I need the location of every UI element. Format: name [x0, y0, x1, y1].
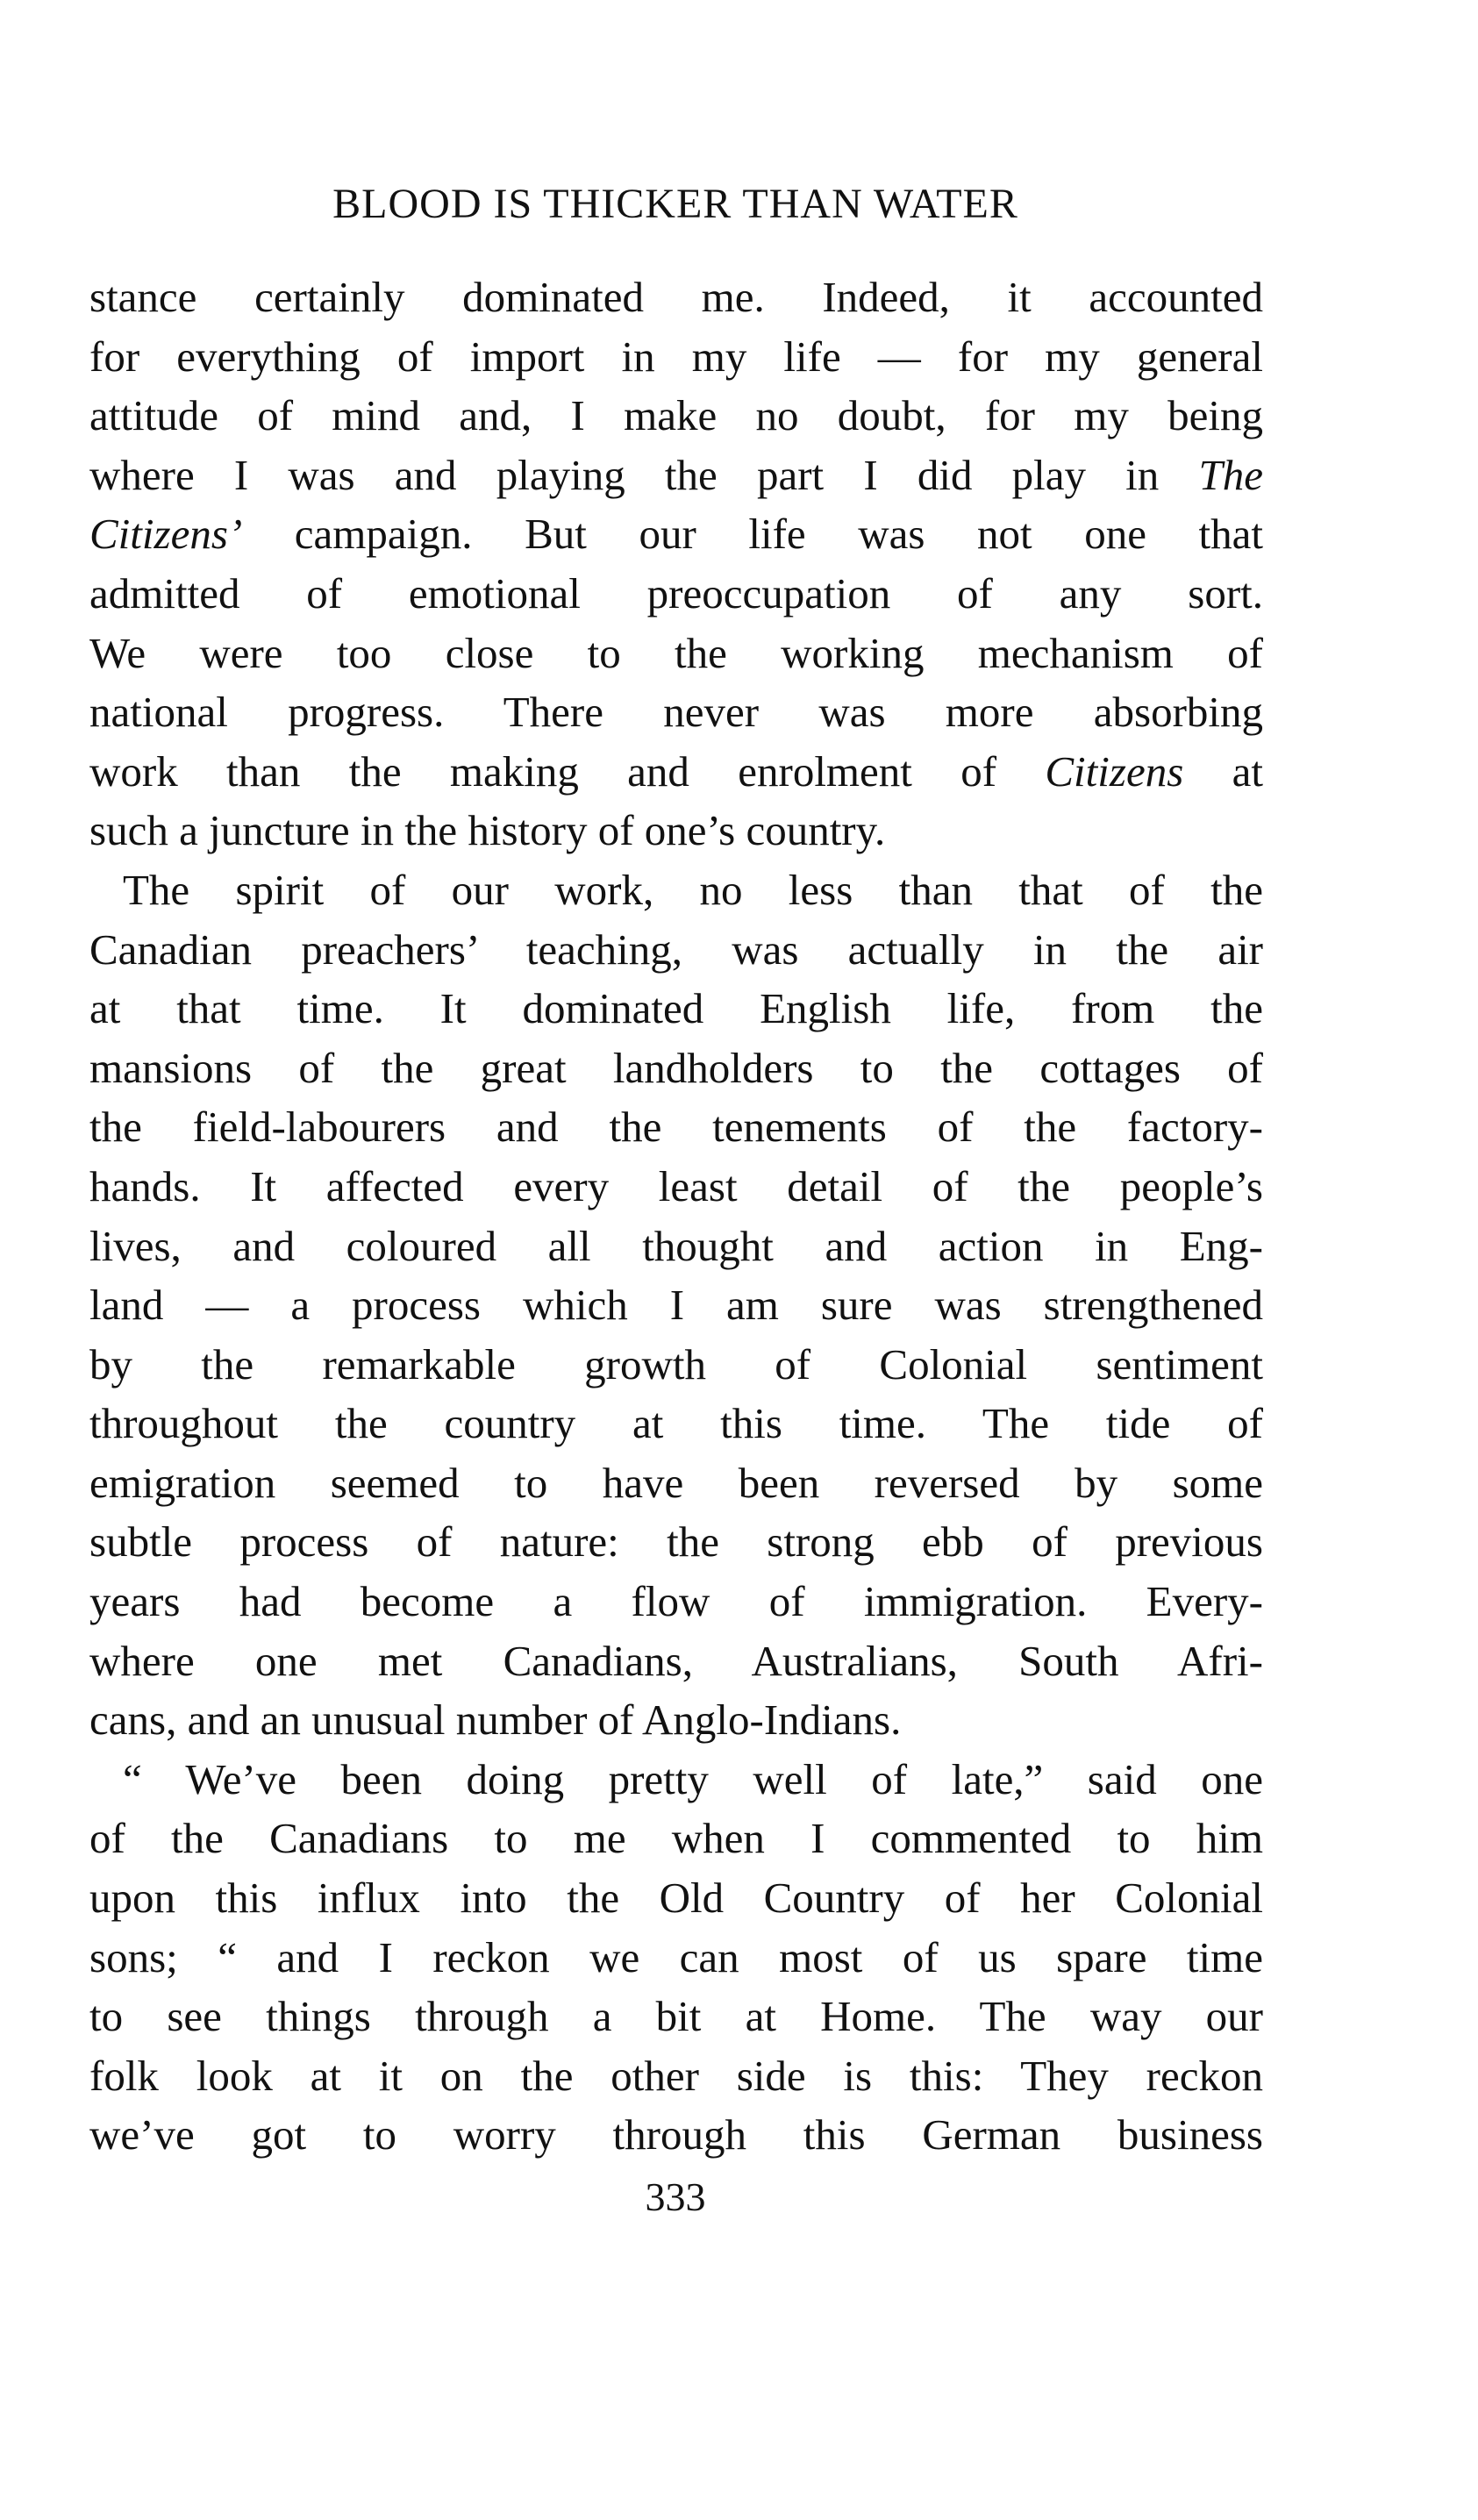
text-line: for everything of import in my life — for my general: [89, 332, 1263, 381]
text-line: Citizens’ campaign. But our life was not one that: [89, 510, 1263, 559]
text-line: The spirit of our work, no less than that of the: [123, 865, 1263, 914]
text-line: such a juncture in the history of one’s country.: [89, 806, 886, 855]
text-line: at that time. It dominated English life, from the: [89, 984, 1263, 1033]
text-line: the field-labourers and the tenements of the factory-: [89, 1103, 1263, 1152]
text-line: folk look at it on the other side is this: They reckon: [89, 2051, 1263, 2100]
text-line: where one met Canadians, Australians, South Afri-: [89, 1636, 1263, 1685]
text-line: of the Canadians to me when I commented to him: [89, 1814, 1263, 1863]
text-line: lives, and coloured all thought and action in Eng-: [89, 1221, 1263, 1270]
text-line: by the remarkable growth of Colonial sentiment: [89, 1339, 1263, 1388]
text-line: national progress. There never was more absorbing: [89, 688, 1263, 737]
text-line: where I was and playing the part I did play in The: [89, 450, 1263, 499]
text-line: hands. It affected every least detail of the people’s: [89, 1161, 1263, 1210]
text-line: attitude of mind and, I make no doubt, for my being: [89, 391, 1263, 440]
text-line: throughout the country at this time. The tide of: [89, 1399, 1263, 1448]
text-line: years had become a flow of immigration. Every-: [89, 1577, 1263, 1626]
text-line: we’ve got to worry through this German business: [89, 2110, 1263, 2159]
text-line: land — a process which I am sure was strengthened: [89, 1281, 1263, 1330]
text-line: “ We’ve been doing pretty well of late,” said one: [123, 1754, 1263, 1803]
text-line: upon this influx into the Old Country of her Colonial: [89, 1874, 1263, 1923]
text-line: to see things through a bit at Home. The way our: [89, 1992, 1263, 2041]
page-body: [89, 268, 1263, 2165]
text-line: stance certainly dominated me. Indeed, it accounted: [89, 273, 1263, 321]
text-line: We were too close to the working mechanism of: [89, 628, 1263, 677]
page-number: 333: [645, 2174, 706, 2219]
text-line: sons; “ and I reckon we can most of us spare time: [89, 1932, 1263, 1981]
text-line: Canadian preachers’ teaching, was actually in the air: [89, 924, 1263, 974]
running-head: BLOOD IS THICKER THAN WATER: [332, 181, 1018, 227]
text-line: cans, and an unusual number of Anglo-Indians.: [89, 1695, 902, 1745]
text-line: work than the making and enrolment of Citizens at: [89, 746, 1263, 796]
text-line: mansions of the great landholders to the cottages of: [89, 1043, 1263, 1092]
text-line: admitted of emotional preoccupation of any sort.: [89, 568, 1263, 618]
text-line: emigration seemed to have been reversed by some: [89, 1458, 1263, 1507]
text-line: subtle process of nature: the strong ebb of previous: [89, 1517, 1263, 1567]
